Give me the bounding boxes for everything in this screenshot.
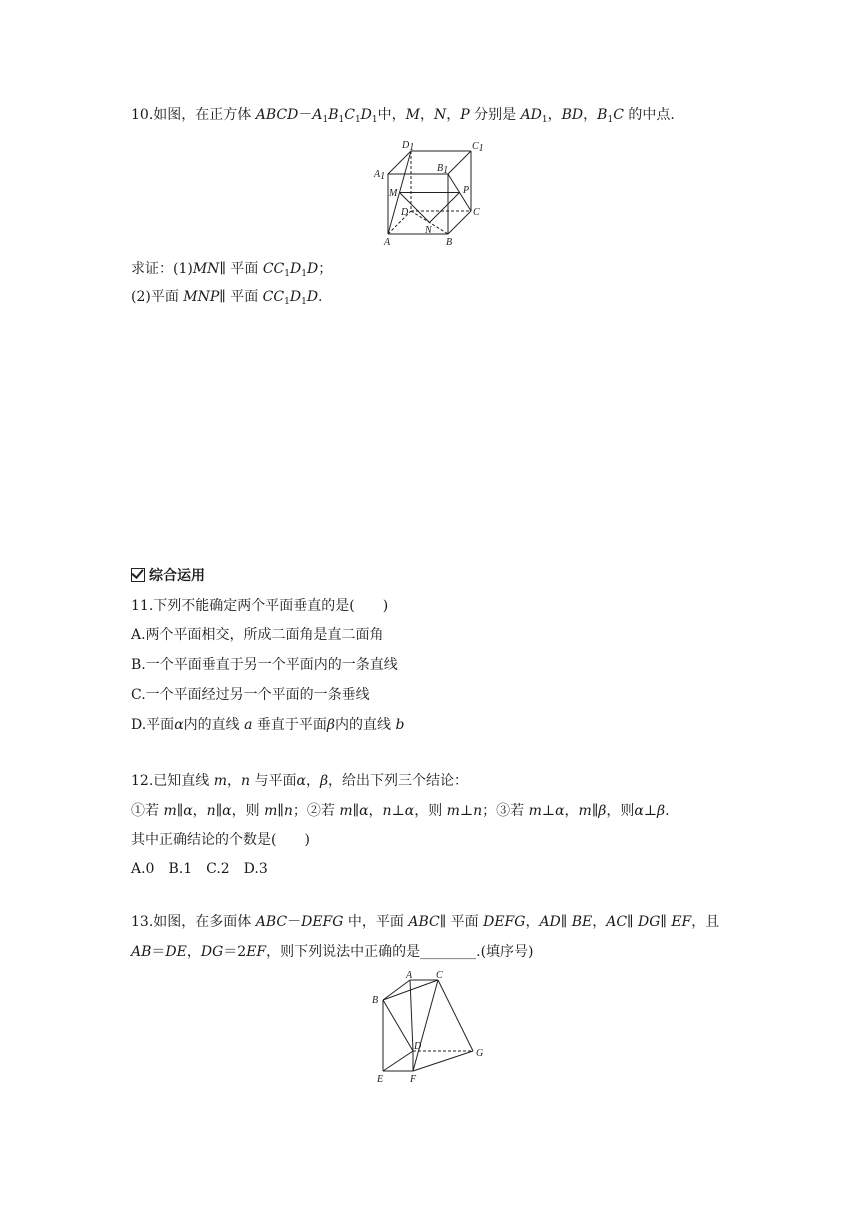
- edge-bd: [383, 1000, 413, 1051]
- q13-stem-line2: AB＝DE，DG＝2EF，则下列说法中正确的是________.(填序号): [131, 944, 534, 960]
- q11-stem: 11.下列不能确定两个平面垂直的是( ): [131, 598, 389, 614]
- label-b: B: [372, 995, 379, 1006]
- q13-stem-line1: 13.如图，在多面体 ABC－DEFG 中，平面 ABC∥ 平面 DEFG，AD∥ BE，AC∥ DG∥ EF，且: [131, 914, 720, 930]
- edge-fg: [413, 1051, 473, 1071]
- label-g: G: [476, 1048, 484, 1059]
- q12-options: A.0 B.1 C.2 D.3: [131, 861, 268, 877]
- label-f: F: [410, 1074, 417, 1085]
- edge-ed: [383, 1051, 413, 1071]
- q12-stem: 12.已知直线 m，n 与平面α，β，给出下列三个结论：: [131, 773, 469, 789]
- checkbox-icon: [131, 568, 145, 582]
- section-header: [131, 565, 205, 585]
- q12-ask: 其中正确结论的个数是( ): [131, 832, 310, 848]
- q11-option-b: B.一个平面垂直于另一个平面内的一条直线: [131, 657, 398, 673]
- edge-b1c1: [448, 151, 471, 174]
- label-p: P: [463, 185, 470, 196]
- section-title: 综合运用: [149, 568, 205, 584]
- label-m: M: [389, 188, 398, 199]
- edge-ba: [383, 980, 410, 1000]
- polyhedron-figure: [368, 968, 492, 1086]
- edge-ad: [410, 980, 413, 1051]
- edge-cg: [438, 980, 473, 1051]
- q10-stem: 10.如图，在正方体 $ABCD-A_1B_1C_1D_1$中，M，N，P 分别是 $AD_1$，BD，$B_1C$ 的中点.: [131, 107, 675, 125]
- label-d1: D1: [402, 140, 415, 153]
- q11-option-a: A.两个平面相交，所成二面角是直二面角: [131, 627, 384, 643]
- label-a: A: [406, 970, 413, 981]
- q12-conclusions: ①若 m∥α，n∥α，则 m∥n；②若 m∥α，n⊥α，则 m⊥n；③若 m⊥α，m∥β，则α⊥β.: [131, 803, 670, 819]
- label-c1: C1: [472, 141, 484, 154]
- q10-proof-1: 求证：(1)MN∥ 平面 $CC_1D_1D$；: [131, 261, 333, 279]
- q11-option-c: C.一个平面经过另一个平面的一条垂线: [131, 687, 370, 703]
- label-a: A: [384, 237, 391, 248]
- q11-option-d: D.平面α内的直线 a 垂直于平面β内的直线 b: [131, 717, 405, 733]
- label-e: E: [377, 1074, 384, 1085]
- edge-cf: [413, 980, 438, 1071]
- label-b: B: [446, 237, 453, 248]
- q10-proof-2: (2)平面 MNP∥ 平面 $CC_1D_1D$.: [131, 289, 323, 307]
- label-c: C: [436, 970, 443, 981]
- label-a1: A1: [374, 169, 386, 182]
- label-c: C: [473, 207, 480, 218]
- label-n: N: [425, 225, 432, 236]
- label-b1: B1: [437, 163, 449, 176]
- label-d: D: [401, 207, 409, 218]
- label-d: D: [414, 1041, 422, 1052]
- cube-figure: [368, 137, 492, 249]
- seg-np: [430, 193, 460, 223]
- edge-bc: [448, 211, 471, 234]
